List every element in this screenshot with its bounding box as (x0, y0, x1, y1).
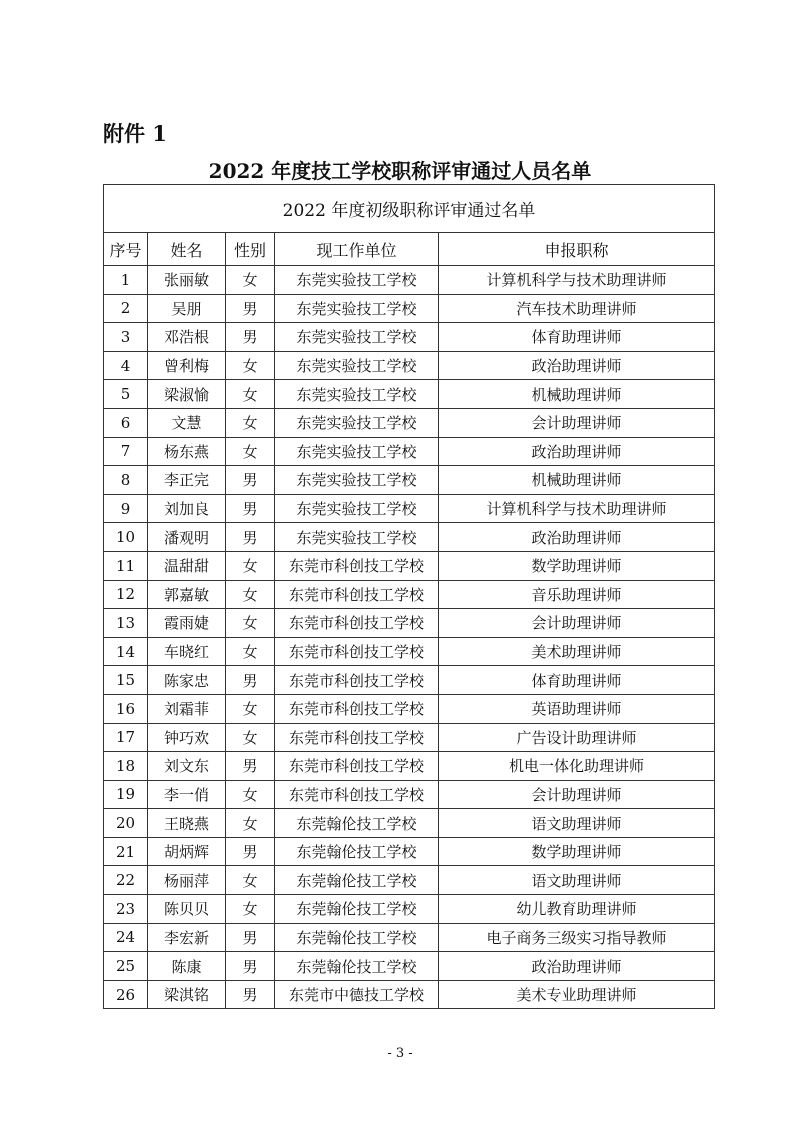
roster-table (103, 184, 715, 1009)
cell-index: 15 (104, 666, 148, 695)
cell-workplace: 东莞实验技工学校 (275, 437, 439, 466)
cell-index: 11 (104, 551, 148, 580)
cell-workplace: 东莞实验技工学校 (275, 323, 439, 352)
cell-title: 体育助理讲师 (439, 323, 715, 352)
cell-title: 体育助理讲师 (439, 666, 715, 695)
cell-workplace: 东莞市科创技工学校 (275, 694, 439, 723)
cell-index: 10 (104, 523, 148, 552)
cell-workplace: 东莞翰伦技工学校 (275, 952, 439, 981)
cell-index: 8 (104, 466, 148, 495)
cell-title: 广告设计助理讲师 (439, 723, 715, 752)
table-row (104, 408, 715, 437)
cell-name: 钟巧欢 (148, 723, 226, 752)
cell-name: 王晓燕 (148, 809, 226, 838)
table-row (104, 551, 715, 580)
cell-workplace: 东莞实验技工学校 (275, 380, 439, 409)
cell-title: 政治助理讲师 (439, 952, 715, 981)
cell-gender: 女 (226, 408, 275, 437)
cell-gender: 女 (226, 694, 275, 723)
table-row (104, 723, 715, 752)
cell-gender: 女 (226, 580, 275, 609)
cell-name: 梁淑愉 (148, 380, 226, 409)
cell-index: 4 (104, 351, 148, 380)
cell-gender: 男 (226, 523, 275, 552)
header-name: 姓名 (148, 233, 226, 266)
cell-gender: 女 (226, 437, 275, 466)
cell-gender: 女 (226, 866, 275, 895)
header-workplace: 现工作单位 (275, 233, 439, 266)
header-index: 序号 (104, 233, 148, 266)
cell-title: 音乐助理讲师 (439, 580, 715, 609)
cell-index: 22 (104, 866, 148, 895)
table-row (104, 694, 715, 723)
cell-name: 杨东燕 (148, 437, 226, 466)
table-row (104, 837, 715, 866)
cell-index: 17 (104, 723, 148, 752)
table-row (104, 609, 715, 638)
cell-title: 机电一体化助理讲师 (439, 752, 715, 781)
cell-title: 美术助理讲师 (439, 637, 715, 666)
cell-title: 政治助理讲师 (439, 351, 715, 380)
cell-title: 会计助理讲师 (439, 408, 715, 437)
table-row (104, 637, 715, 666)
cell-index: 23 (104, 895, 148, 924)
table-row (104, 923, 715, 952)
cell-workplace: 东莞市科创技工学校 (275, 752, 439, 781)
cell-name: 陈贝贝 (148, 895, 226, 924)
table-row (104, 666, 715, 695)
cell-name: 陈康 (148, 952, 226, 981)
cell-index: 25 (104, 952, 148, 981)
cell-workplace: 东莞实验技工学校 (275, 266, 439, 295)
table-row (104, 266, 715, 295)
cell-name: 车晓红 (148, 637, 226, 666)
cell-index: 24 (104, 923, 148, 952)
cell-name: 吴朋 (148, 294, 226, 323)
cell-gender: 女 (226, 266, 275, 295)
table-subtitle-row (104, 185, 715, 233)
cell-gender: 女 (226, 351, 275, 380)
cell-gender: 男 (226, 666, 275, 695)
cell-title: 数学助理讲师 (439, 551, 715, 580)
cell-gender: 男 (226, 466, 275, 495)
cell-gender: 女 (226, 780, 275, 809)
cell-name: 文慧 (148, 408, 226, 437)
cell-workplace: 东莞翰伦技工学校 (275, 809, 439, 838)
cell-workplace: 东莞翰伦技工学校 (275, 895, 439, 924)
cell-index: 20 (104, 809, 148, 838)
cell-workplace: 东莞市科创技工学校 (275, 580, 439, 609)
table-row (104, 523, 715, 552)
table-row (104, 952, 715, 981)
cell-gender: 男 (226, 494, 275, 523)
cell-index: 19 (104, 780, 148, 809)
cell-gender: 男 (226, 980, 275, 1009)
table-row (104, 351, 715, 380)
cell-index: 26 (104, 980, 148, 1009)
cell-title: 机械助理讲师 (439, 466, 715, 495)
cell-gender: 男 (226, 294, 275, 323)
cell-title: 电子商务三级实习指导教师 (439, 923, 715, 952)
cell-title: 美术专业助理讲师 (439, 980, 715, 1009)
cell-title: 计算机科学与技术助理讲师 (439, 494, 715, 523)
cell-index: 14 (104, 637, 148, 666)
cell-gender: 女 (226, 895, 275, 924)
table-row (104, 895, 715, 924)
cell-name: 邓浩根 (148, 323, 226, 352)
table-subtitle: 2022 年度初级职称评审通过名单 (104, 185, 715, 233)
cell-workplace: 东莞实验技工学校 (275, 351, 439, 380)
cell-name: 潘观明 (148, 523, 226, 552)
cell-gender: 女 (226, 551, 275, 580)
cell-index: 13 (104, 609, 148, 638)
table-row (104, 780, 715, 809)
table-row (104, 380, 715, 409)
cell-name: 杨丽萍 (148, 866, 226, 895)
cell-gender: 女 (226, 380, 275, 409)
cell-workplace: 东莞实验技工学校 (275, 523, 439, 552)
cell-index: 5 (104, 380, 148, 409)
cell-title: 计算机科学与技术助理讲师 (439, 266, 715, 295)
cell-title: 语文助理讲师 (439, 809, 715, 838)
cell-name: 曾利梅 (148, 351, 226, 380)
cell-index: 18 (104, 752, 148, 781)
cell-workplace: 东莞实验技工学校 (275, 494, 439, 523)
table-row (104, 294, 715, 323)
cell-index: 12 (104, 580, 148, 609)
cell-gender: 女 (226, 723, 275, 752)
cell-index: 6 (104, 408, 148, 437)
cell-title: 机械助理讲师 (439, 380, 715, 409)
cell-title: 幼儿教育助理讲师 (439, 895, 715, 924)
cell-gender: 女 (226, 809, 275, 838)
table-row (104, 494, 715, 523)
cell-workplace: 东莞市科创技工学校 (275, 551, 439, 580)
table-row (104, 323, 715, 352)
cell-title: 数学助理讲师 (439, 837, 715, 866)
cell-workplace: 东莞市科创技工学校 (275, 780, 439, 809)
cell-index: 21 (104, 837, 148, 866)
table-row (104, 866, 715, 895)
cell-workplace: 东莞实验技工学校 (275, 408, 439, 437)
cell-workplace: 东莞实验技工学校 (275, 466, 439, 495)
cell-index: 7 (104, 437, 148, 466)
cell-gender: 男 (226, 752, 275, 781)
cell-gender: 男 (226, 323, 275, 352)
cell-workplace: 东莞市科创技工学校 (275, 637, 439, 666)
cell-index: 1 (104, 266, 148, 295)
cell-index: 3 (104, 323, 148, 352)
cell-title: 汽车技术助理讲师 (439, 294, 715, 323)
cell-title: 会计助理讲师 (439, 609, 715, 638)
table-row (104, 580, 715, 609)
cell-title: 政治助理讲师 (439, 523, 715, 552)
cell-workplace: 东莞市科创技工学校 (275, 666, 439, 695)
page-number: - 3 - (387, 1046, 413, 1061)
cell-name: 李宏新 (148, 923, 226, 952)
cell-name: 张丽敏 (148, 266, 226, 295)
table-header-row (104, 233, 715, 266)
cell-title: 英语助理讲师 (439, 694, 715, 723)
cell-title: 语文助理讲师 (439, 866, 715, 895)
cell-workplace: 东莞翰伦技工学校 (275, 837, 439, 866)
cell-name: 郭嘉敏 (148, 580, 226, 609)
cell-workplace: 东莞市中德技工学校 (275, 980, 439, 1009)
table-row (104, 437, 715, 466)
document-title: 2022 年度技工学校职称评审通过人员名单 (208, 159, 592, 183)
cell-name: 温甜甜 (148, 551, 226, 580)
cell-index: 9 (104, 494, 148, 523)
cell-workplace: 东莞翰伦技工学校 (275, 866, 439, 895)
cell-gender: 男 (226, 923, 275, 952)
cell-name: 陈家忠 (148, 666, 226, 695)
table-row (104, 809, 715, 838)
cell-name: 刘霜菲 (148, 694, 226, 723)
table-row (104, 752, 715, 781)
cell-name: 刘文东 (148, 752, 226, 781)
cell-gender: 女 (226, 609, 275, 638)
cell-gender: 女 (226, 637, 275, 666)
cell-workplace: 东莞翰伦技工学校 (275, 923, 439, 952)
cell-name: 霞雨婕 (148, 609, 226, 638)
cell-name: 刘加良 (148, 494, 226, 523)
cell-name: 李一俏 (148, 780, 226, 809)
table-body (104, 266, 715, 1009)
cell-name: 胡炳辉 (148, 837, 226, 866)
header-title: 申报职称 (439, 233, 715, 266)
cell-workplace: 东莞市科创技工学校 (275, 609, 439, 638)
attachment-label: 附件 1 (103, 121, 167, 146)
table-row (104, 466, 715, 495)
cell-gender: 男 (226, 952, 275, 981)
header-gender: 性别 (226, 233, 275, 266)
cell-name: 李正完 (148, 466, 226, 495)
cell-title: 会计助理讲师 (439, 780, 715, 809)
cell-workplace: 东莞市科创技工学校 (275, 723, 439, 752)
cell-gender: 男 (226, 837, 275, 866)
table-row (104, 980, 715, 1009)
cell-name: 梁淇铭 (148, 980, 226, 1009)
cell-index: 2 (104, 294, 148, 323)
cell-title: 政治助理讲师 (439, 437, 715, 466)
cell-index: 16 (104, 694, 148, 723)
cell-workplace: 东莞实验技工学校 (275, 294, 439, 323)
